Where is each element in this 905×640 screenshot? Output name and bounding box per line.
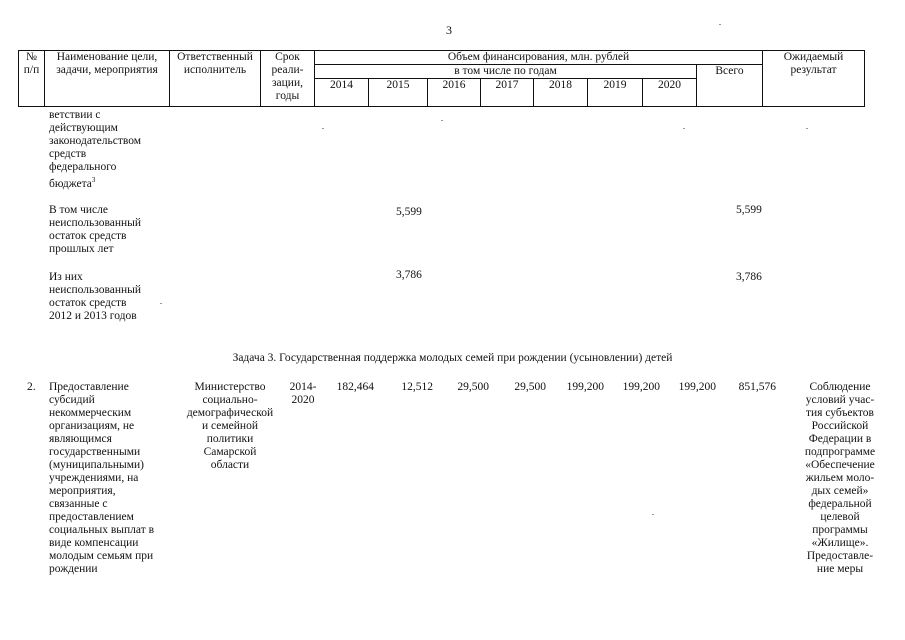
row-value-total: 5,599 <box>736 204 762 216</box>
header-year: 2019 <box>588 79 643 107</box>
header-year: 2015 <box>369 79 428 107</box>
header-num: № п/п <box>19 51 45 107</box>
scan-speck <box>441 120 443 121</box>
header-by-years: в том числе по годам <box>315 65 697 79</box>
header-year: 2016 <box>428 79 481 107</box>
row-label: Из них неиспользованный остаток средств 2012 и 2013 годов <box>49 271 142 322</box>
task-heading: Задача 3. Государственная поддержка молодых семей при рождении (усыновлении) детей <box>232 352 673 364</box>
footnote-mark: 3 <box>91 176 96 184</box>
continued-text: ветствии с действующим законодательством средств федерального бюджета$^3$ <box>49 109 142 190</box>
header-responsible: Ответственный исполнитель <box>170 51 261 107</box>
item-value-2020: 199,200 <box>678 381 716 393</box>
scan-speck <box>719 24 721 25</box>
header-result: Ожидаемый результат <box>763 51 865 107</box>
item-name: Предоставление субсидий некоммерческим организациям, не являющимся государственными (муниципальными) учреждениями, на мероприятия, связанные с предоставлением социальных выплат в виде компенсации молодым семьям при рождении <box>49 381 155 575</box>
header-year: 2014 <box>315 79 369 107</box>
item-responsible: Министерство социально- демографической и семейной политики Самарской области <box>186 381 274 471</box>
row-value-2015: 3,786 <box>396 269 422 281</box>
item-value-total: 851,576 <box>738 381 776 393</box>
item-term: 2014- 2020 <box>289 381 317 406</box>
header-total: Всего <box>697 65 763 107</box>
scan-speck <box>806 128 808 129</box>
scan-speck <box>652 514 654 515</box>
item-value-2018: 199,200 <box>566 381 604 393</box>
row-label: В том числе неиспользованный остаток средств прошлых лет <box>49 204 142 255</box>
item-value-2015: 12,512 <box>401 381 433 393</box>
header-year: 2017 <box>481 79 534 107</box>
row-value-total: 3,786 <box>736 271 762 283</box>
item-value-2014: 182,464 <box>336 381 374 393</box>
header-table <box>18 50 865 107</box>
item-value-2017: 29,500 <box>514 381 546 393</box>
row-value-2015: 5,599 <box>396 206 422 218</box>
page-number: 3 <box>446 23 452 37</box>
header-name: Наименование цели, задачи, мероприятия <box>45 51 170 107</box>
scan-speck <box>160 303 162 304</box>
item-result: Соблюдение условий учас- тия субъектов Российской Федерации в подпрограмме «Обеспечение жильем моло- дых семей» федеральной целевой программы «Жилище». Предоставле- ние меры <box>804 381 876 575</box>
header-term: Срок реали- зации, годы <box>261 51 315 107</box>
item-number: 2. <box>27 381 36 393</box>
item-value-2016: 29,500 <box>457 381 489 393</box>
header-year: 2020 <box>643 79 697 107</box>
scan-speck <box>683 128 685 129</box>
header-year: 2018 <box>534 79 588 107</box>
item-value-2019: 199,200 <box>622 381 660 393</box>
header-funding: Объем финансирования, млн. рублей <box>315 51 763 65</box>
scan-speck <box>322 128 324 129</box>
